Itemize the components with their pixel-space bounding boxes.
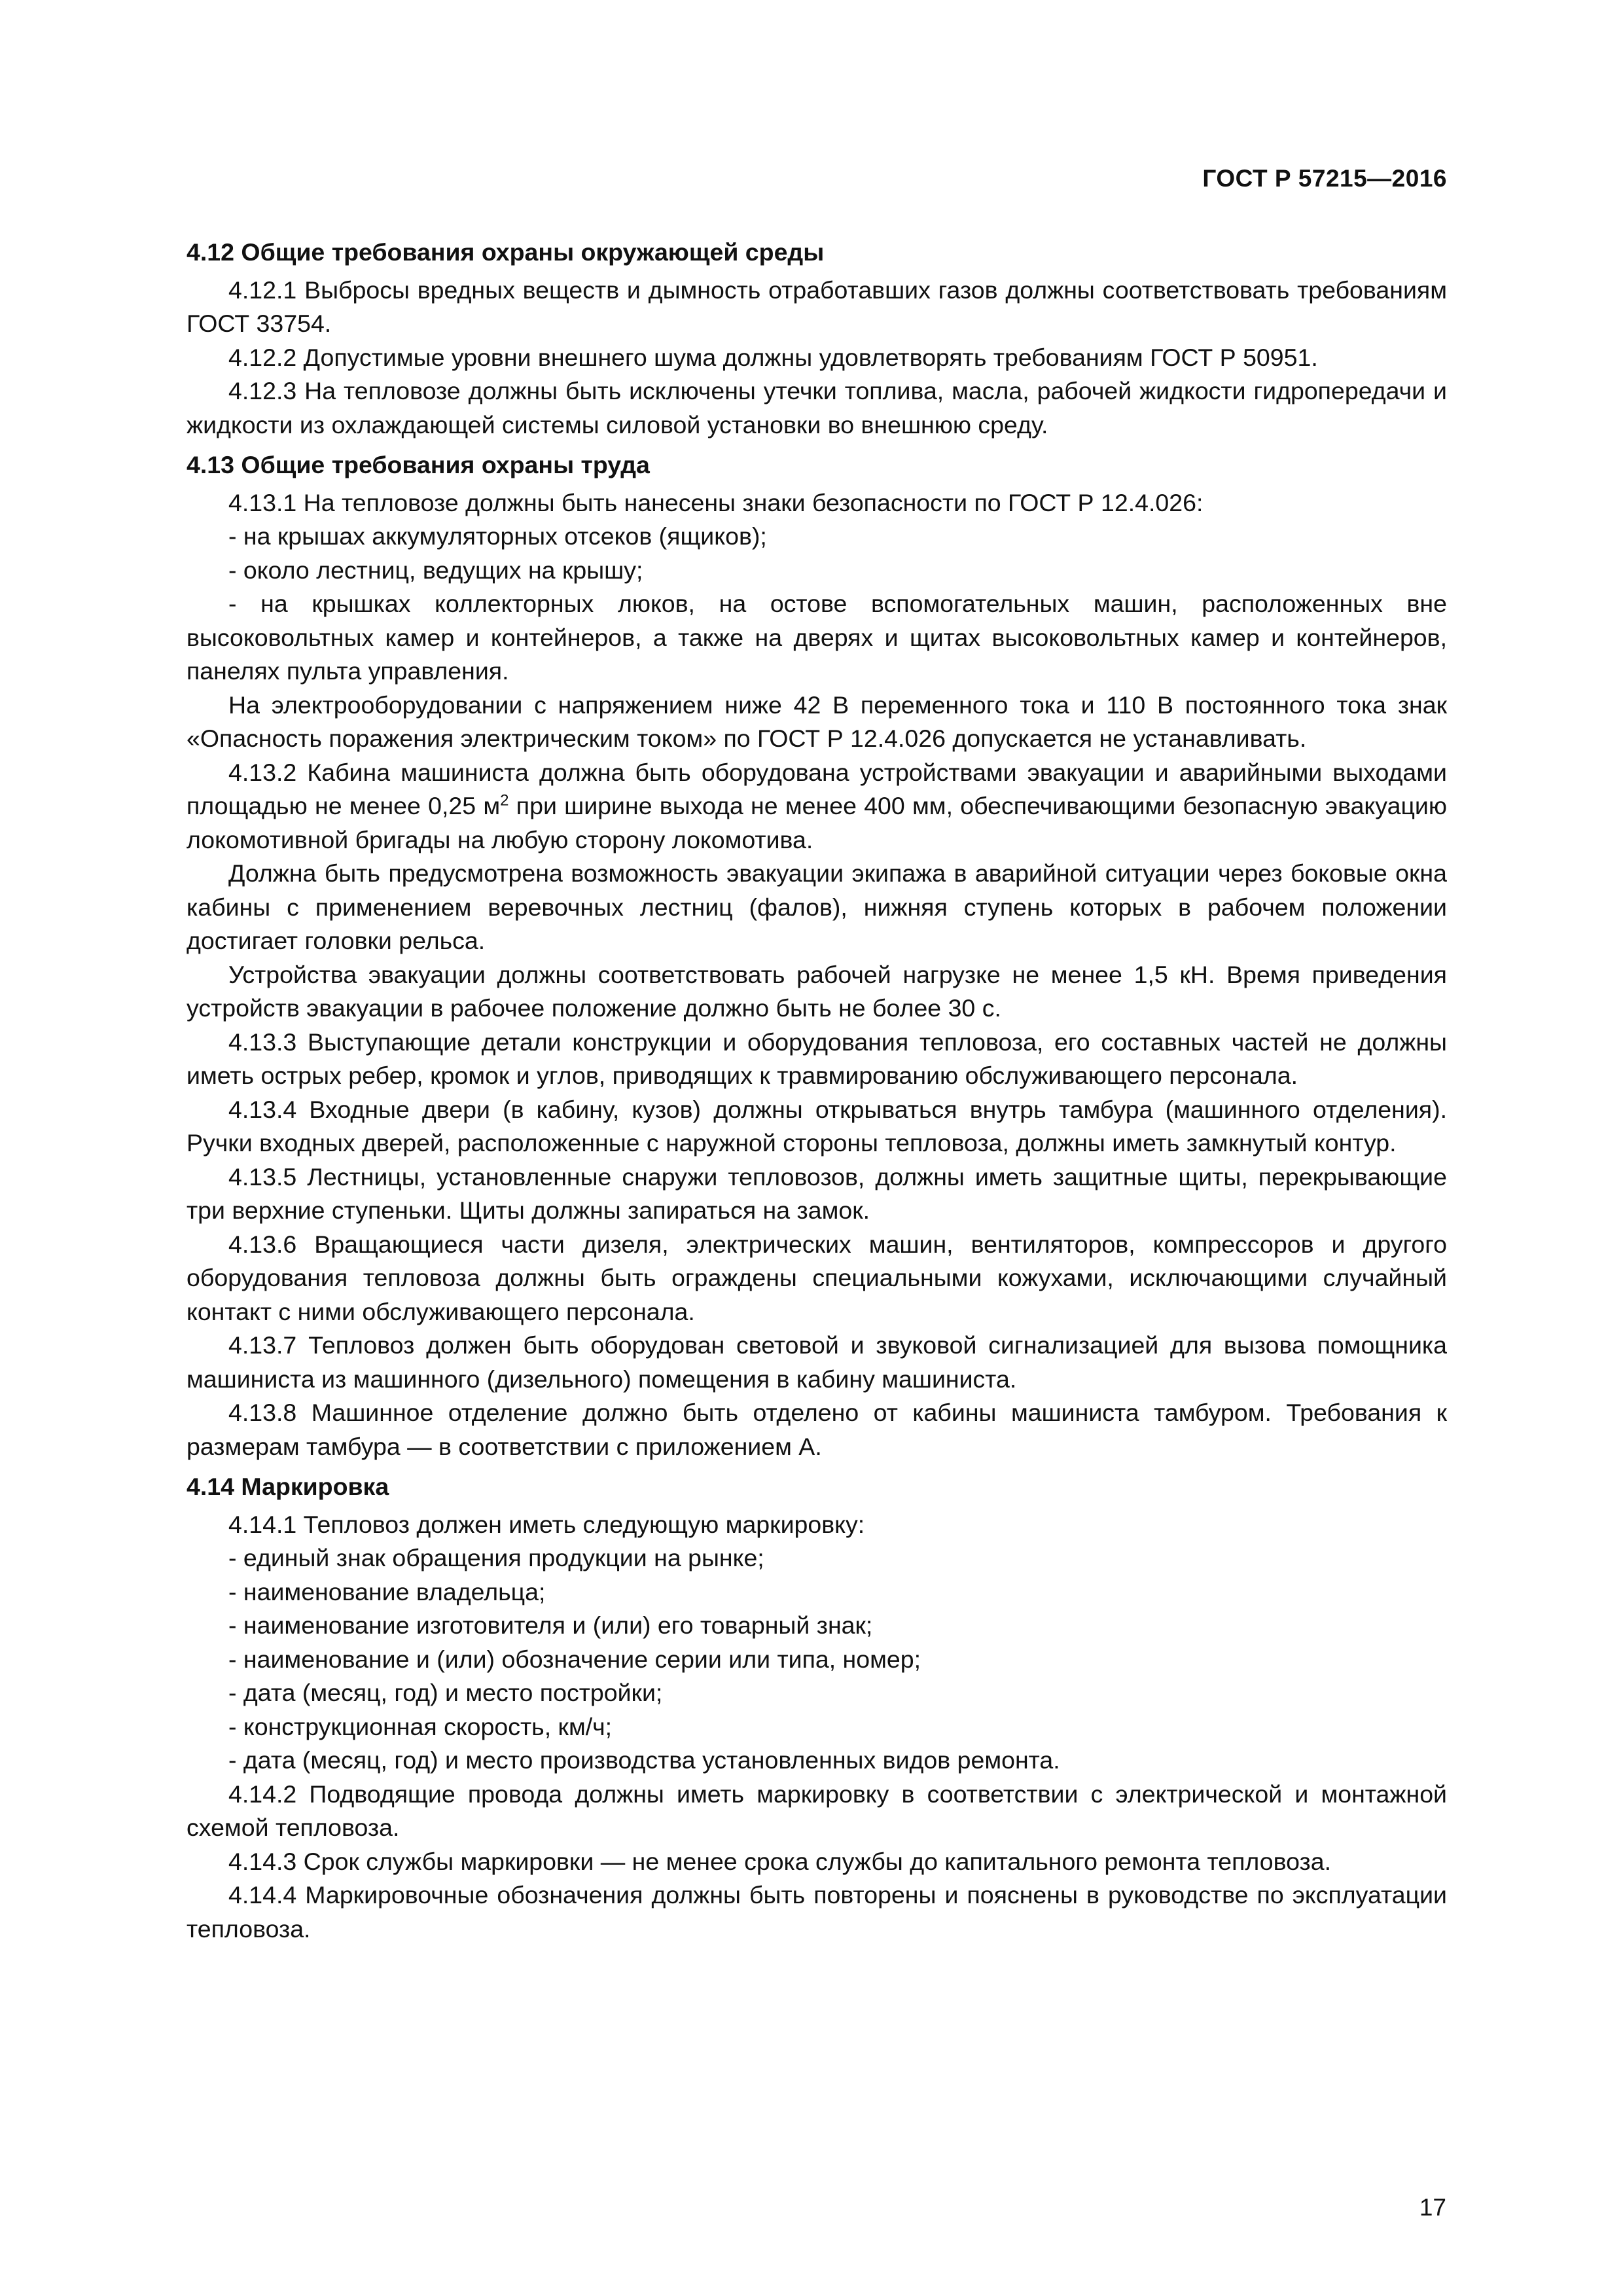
- paragraph-4-14-4: 4.14.4 Маркировочные обозначения должны быть повторены и пояснены в руководстве по эксплуатации тепловоза.: [187, 1881, 1447, 1943]
- paragraph-4-14-1: 4.14.1 Тепловоз должен иметь следующую маркировку:: [228, 1510, 865, 1538]
- list-item-repair-date: - дата (месяц, год) и место производства установленных видов ремонта.: [228, 1746, 1060, 1774]
- page-header: ГОСТ Р 57215—2016: [1202, 165, 1447, 192]
- paragraph-4-13-2: [187, 756, 1447, 857]
- paragraph-evacuation-windows: Должна быть предусмотрена возможность эвакуации экипажа в аварийной ситуации через боковые окна кабины с применением веревочных лестниц (фалов), нижняя ступень которых в рабочем положении достигает головки рельса.: [187, 859, 1447, 954]
- paragraph-4-13-5: 4.13.5 Лестницы, установленные снаружи тепловозов, должны иметь защитные щиты, перекрывающие три верхние ступеньки. Щиты должны запираться на замок.: [187, 1162, 1447, 1224]
- paragraph-4-13-2-head: 4.13.2 Кабина машиниста должна быть оборудована устройствами эвакуации и аварийными выходами площадью не менее 0,25 м: [187, 758, 1447, 819]
- paragraph-evacuation-load: Устройства эвакуации должны соответствовать рабочей нагрузке не менее 1,5 кН. Время приведения устройств эвакуации в рабочее положение должно быть не более 30 с.: [187, 960, 1447, 1022]
- paragraph-4-13-6: 4.13.6 Вращающиеся части дизеля, электрических машин, вентиляторов, компрессоров и другого оборудования тепловоза должны быть ограждены специальными кожухами, исключающими случайный контакт с ними обслуживающего персонала.: [187, 1230, 1447, 1325]
- list-item-manufacturer: - наименование изготовителя и (или) его товарный знак;: [228, 1611, 873, 1639]
- section-title-4-14: 4.14 Маркировка: [187, 1473, 389, 1500]
- list-item-owner: - наименование владельца;: [228, 1577, 546, 1605]
- section-title-4-12: 4.12 Общие требования охраны окружающей среды: [187, 238, 825, 266]
- paragraph-4-13-3: 4.13.3 Выступающие детали конструкции и оборудования тепловоза, его составных частей не должны иметь острых ребер, кромок и углов, приводящих к травмированию обслуживающего персонала.: [187, 1028, 1447, 1089]
- paragraph-4-13-2-tail: при ширине выхода не менее 400 мм, обеспечивающими безопасную эвакуацию локомотивной бригады на любую сторону локомотива.: [187, 792, 1447, 853]
- paragraph-4-12-3: 4.12.3 На тепловозе должны быть исключены утечки топлива, масла, рабочей жидкости гидропередачи и жидкости из охлаждающей системы силовой установки во внешнюю среду.: [187, 377, 1447, 439]
- list-item-design-speed: - конструкционная скорость, км/ч;: [228, 1712, 613, 1740]
- paragraph-4-13-8: 4.13.8 Машинное отделение должно быть отделено от кабины машиниста тамбуром. Требования к размерам тамбура — в соответствии с приложением А.: [187, 1399, 1447, 1460]
- page-number: 17: [1419, 2194, 1446, 2221]
- list-item-ladders: - около лестниц, ведущих на крышу;: [228, 556, 643, 584]
- paragraph-4-13-4: 4.13.4 Входные двери (в кабину, кузов) должны открываться внутрь тамбура (машинного отделения). Ручки входных дверей, расположенные с наружной стороны тепловоза, должны иметь замкнутый контур.: [187, 1095, 1447, 1157]
- paragraph-4-12-1: 4.12.1 Выбросы вредных веществ и дымность отработавших газов должны соответствовать требованиям ГОСТ 33754.: [187, 276, 1447, 337]
- paragraph-4-12-2: 4.12.2 Допустимые уровни внешнего шума должны удовлетворять требованиям ГОСТ Р 50951.: [228, 343, 1318, 371]
- document-body: [187, 229, 1447, 1946]
- section-title-4-13: 4.13 Общие требования охраны труда: [187, 451, 650, 478]
- list-item-hatches: - на крышках коллекторных люков, на остове вспомогательных машин, расположенных вне высоковольтных камер и контейнеров, а также на дверях и щитах высоковольтных камер и контейнеров, панелях пульта управления.: [187, 590, 1447, 685]
- paragraph-4-13-7: 4.13.7 Тепловоз должен быть оборудован световой и звуковой сигнализацией для вызова помощника машиниста из машинного (дизельного) помещения в кабину машиниста.: [187, 1331, 1447, 1393]
- paragraph-4-14-3: 4.14.3 Срок службы маркировки — не менее срока службы до капитального ремонта тепловоза.: [228, 1847, 1331, 1875]
- list-item-conformity-mark: - единый знак обращения продукции на рынке;: [228, 1544, 764, 1571]
- list-item-build-date: - дата (месяц, год) и место постройки;: [228, 1679, 663, 1706]
- superscript-squared: 2: [500, 791, 509, 810]
- paragraph-4-13-1: 4.13.1 На тепловозе должны быть нанесены знаки безопасности по ГОСТ Р 12.4.026:: [228, 488, 1204, 516]
- paragraph-4-14-2: 4.14.2 Подводящие провода должны иметь маркировку в соответствии с электрической и монтажной схемой тепловоза.: [187, 1780, 1447, 1841]
- list-item-series: - наименование и (или) обозначение серии или типа, номер;: [228, 1645, 921, 1673]
- paragraph-electrical-exception: На электрооборудовании с напряжением ниже 42 В переменного тока и 110 В постоянного тока знак «Опасность поражения электрическим током» по ГОСТ Р 12.4.026 допускается не устанавливать.: [187, 691, 1447, 752]
- list-item-roofs: - на крышах аккумуляторных отсеков (ящиков);: [228, 522, 767, 550]
